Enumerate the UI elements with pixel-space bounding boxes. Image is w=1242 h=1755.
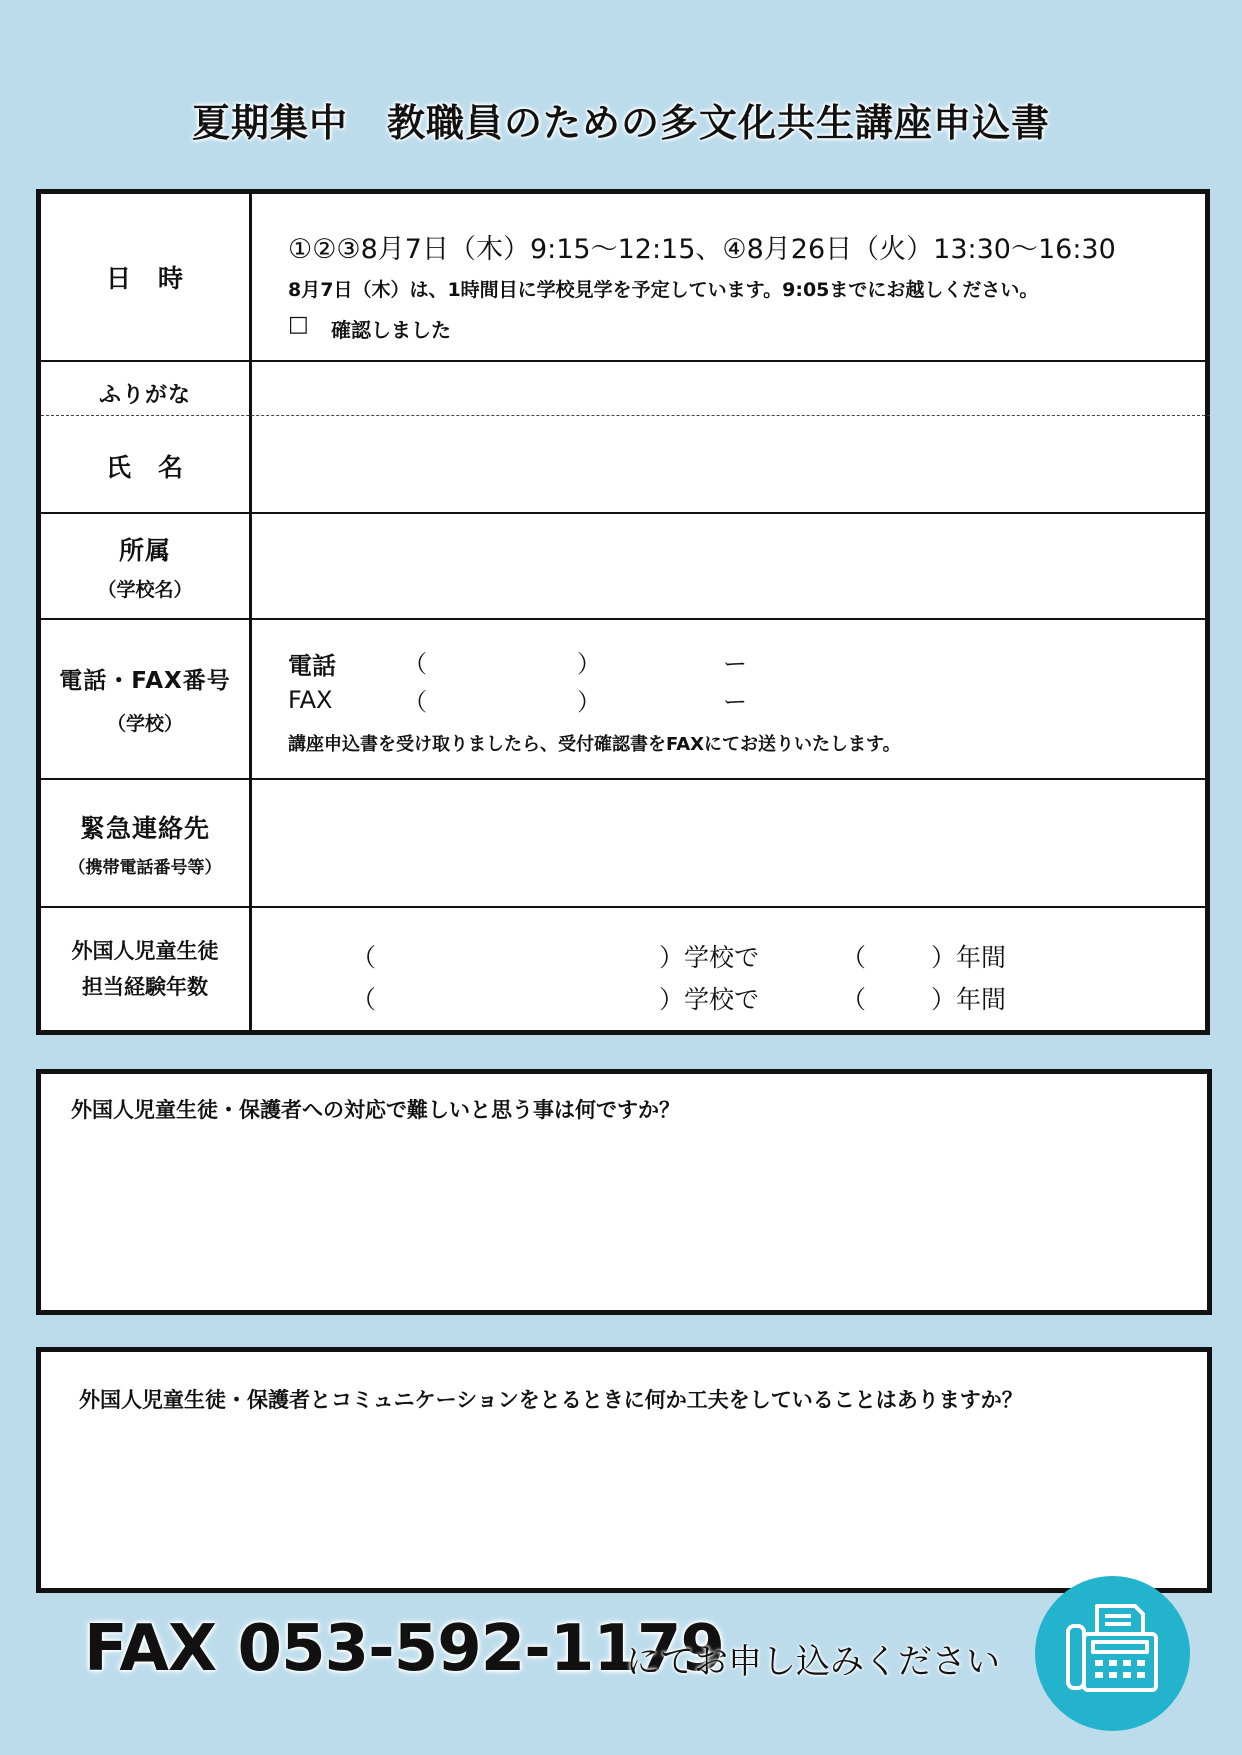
label-experience-line1: 外国人児童生徒 [71, 939, 219, 963]
exp1-school-field[interactable] [375, 934, 655, 968]
fax-paren-close: ） [577, 688, 601, 716]
fax-machine-svg [1035, 1576, 1190, 1731]
tel-paren-close: ） [577, 650, 601, 678]
fax-instruction: にてお申し込みください [626, 1642, 1000, 1682]
row-affiliation [41, 512, 1205, 618]
fax-paren-open: （ [403, 688, 427, 716]
confirm-label: 確認しました [331, 318, 451, 342]
datetime-content [255, 194, 1205, 360]
exp2-years-suffix: ）年間 [931, 985, 1007, 1014]
row-experience [41, 906, 1205, 1030]
row-emergency [41, 778, 1205, 906]
label-cell-name [41, 362, 252, 512]
row-phone [41, 618, 1205, 778]
name-content [255, 362, 1205, 512]
label-cell-emergency [41, 780, 252, 906]
exp1-school-suffix: ）学校で [659, 943, 760, 972]
fax-field[interactable] [403, 678, 963, 714]
label-emergency-sub: （携帯電話番号等） [68, 857, 222, 878]
experience-content [255, 908, 1205, 1030]
tel-field[interactable] [403, 640, 963, 676]
exp2-school-field[interactable] [375, 976, 655, 1010]
label-cell-phone [41, 620, 252, 778]
label-cell-affiliation [41, 514, 252, 618]
confirm-checkbox[interactable]: □ [288, 312, 309, 337]
label-cell-datetime [41, 194, 252, 360]
row-datetime [41, 194, 1205, 360]
page-title: 夏期集中 教職員のための多文化共生講座申込書 [191, 101, 1050, 145]
exp1-years-open: （ [841, 943, 867, 972]
label-affiliation-sub: （学校名） [97, 578, 193, 601]
tel-paren-open: （ [403, 650, 427, 678]
label-affiliation: 所属 [118, 535, 171, 565]
row-name [41, 360, 1205, 512]
tel-dash: ー [723, 650, 747, 678]
emergency-field[interactable] [255, 780, 1205, 906]
label-experience-line2: 担当経験年数 [82, 975, 208, 999]
label-cell-experience [41, 908, 252, 1030]
question-box-2[interactable] [36, 1347, 1212, 1593]
exp1-years-field[interactable] [865, 934, 927, 968]
furigana-field[interactable] [255, 362, 1205, 418]
question-2-text: 外国人児童生徒・保護者とコミュニケーションをとるときに何か工夫をしていることはありますか？ [79, 1388, 1023, 1412]
exp2-years-open: （ [841, 985, 867, 1014]
exp2-school-suffix: ）学校で [659, 985, 760, 1014]
name-field[interactable] [255, 420, 1205, 512]
visit-note: 8月7日（木）は、1時間目に学校見学を予定しています。9:05までにお越しください。 [288, 279, 1039, 301]
label-furigana: ふりがな [98, 383, 191, 408]
exp2-years-field[interactable] [865, 976, 927, 1010]
question-box-1[interactable] [36, 1069, 1212, 1315]
question-1-text: 外国人児童生徒・保護者への対応で難しいと思う事は何ですか？ [71, 1098, 680, 1122]
exp1-paren-open: （ [351, 943, 377, 972]
affiliation-field[interactable] [255, 514, 1205, 618]
phone-note: 講座申込書を受け取りましたら、受付確認書をFAXにてお送りいたします。 [288, 734, 901, 755]
phone-content [255, 620, 1205, 778]
label-name: 氏 名 [105, 453, 184, 482]
furigana-separator [41, 415, 1210, 416]
fax-label: FAX [288, 686, 333, 714]
label-datetime: 日 時 [105, 264, 184, 293]
exp2-paren-open: （ [351, 985, 377, 1014]
label-emergency: 緊急連絡先 [79, 813, 210, 843]
fax-dash: ー [723, 688, 747, 716]
label-phone: 電話・FAX番号 [59, 668, 231, 694]
tel-label: 電話 [288, 652, 336, 680]
schedule-text: ①②③8月7日（木）9:15～12:15、④8月26日（火）13:30～16:30 [288, 234, 1116, 265]
exp1-years-suffix: ）年間 [931, 943, 1007, 972]
fax-number: FAX 053-592-1179 [84, 1612, 724, 1686]
application-form-table [36, 189, 1210, 1035]
label-phone-sub: （学校） [106, 713, 183, 735]
fax-machine-icon [1035, 1576, 1190, 1731]
